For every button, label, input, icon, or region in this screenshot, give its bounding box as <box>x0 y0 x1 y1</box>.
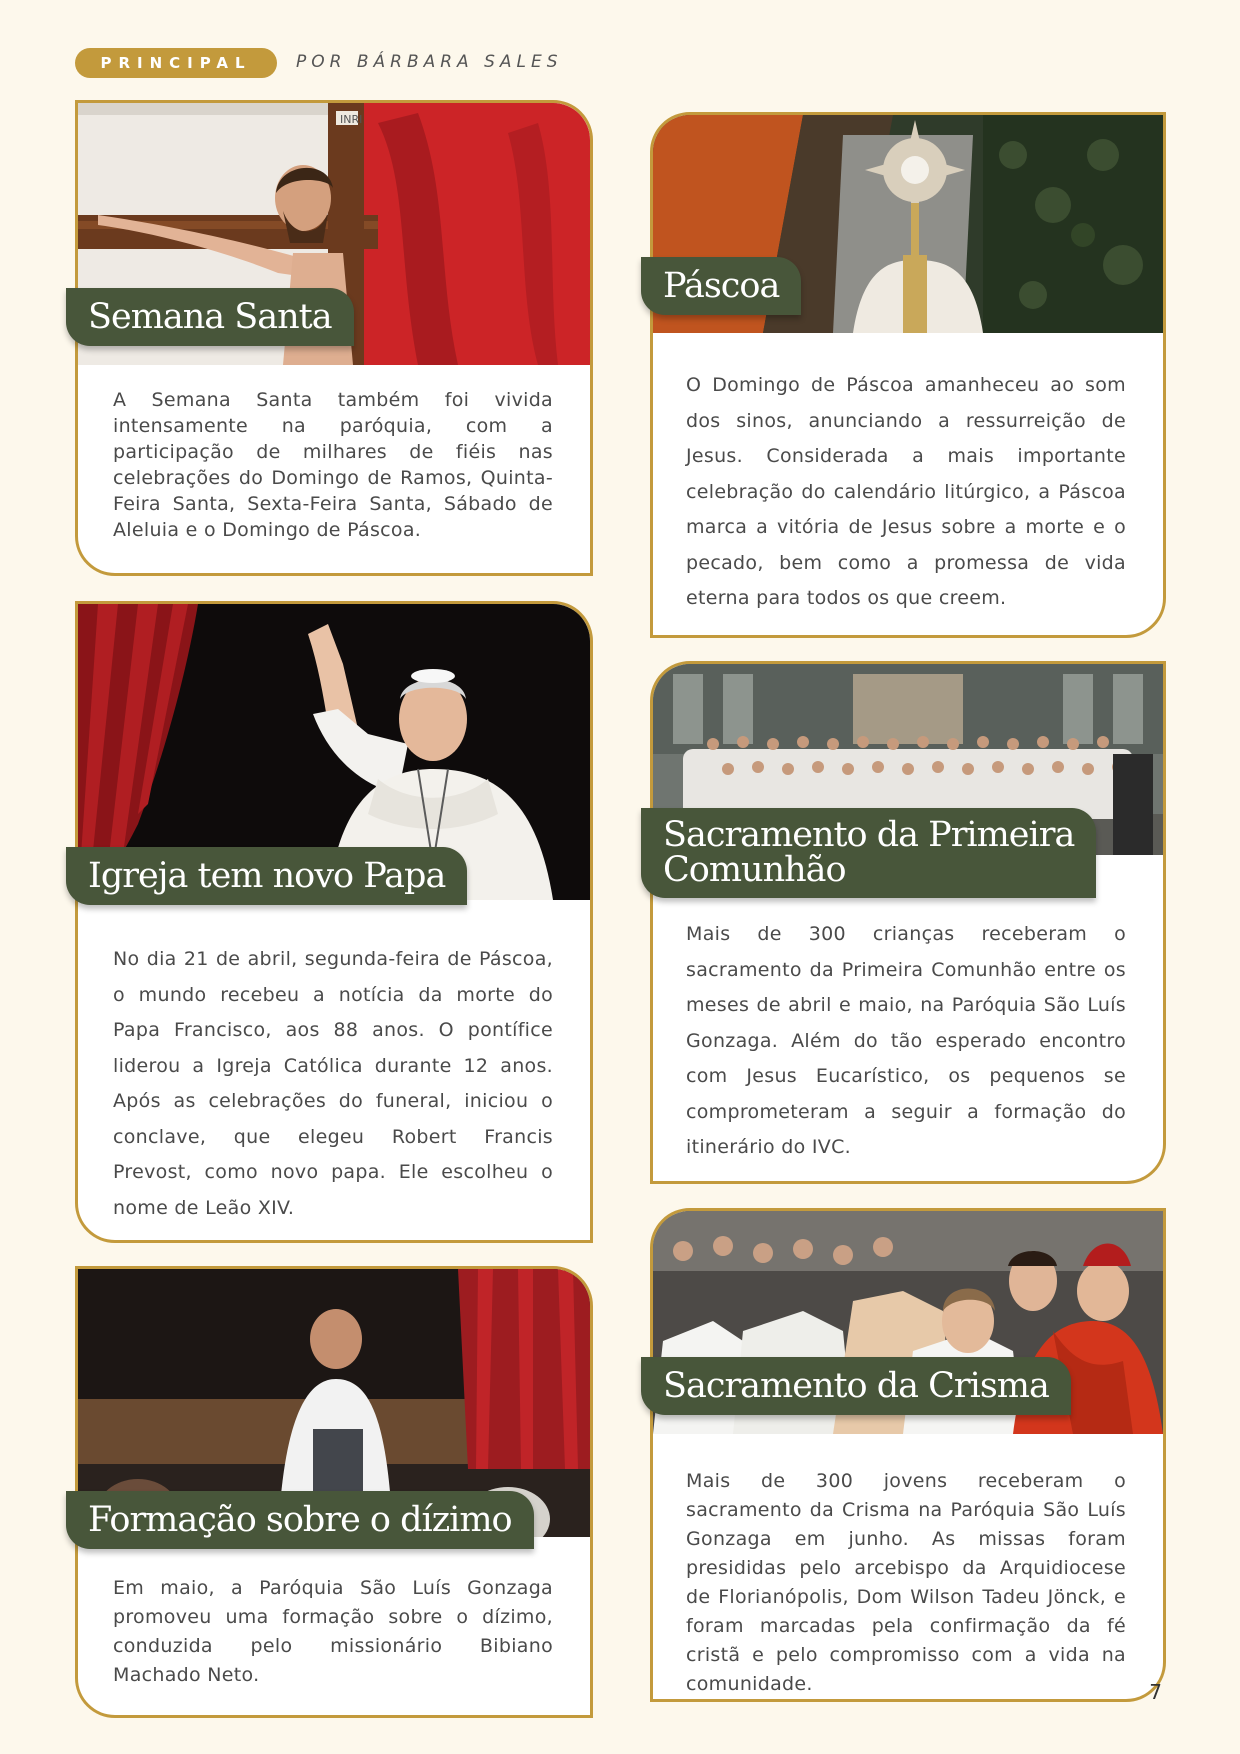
article-body: No dia 21 de abril, segunda-feira de Páscoa, o mundo recebeu a notícia da morte do Papa Francisco, aos 88 anos. O pontífice liderou a Igreja Católica durante 12 anos. Após as celebrações do funeral, iniciou o conclave, que elegeu Robert Francis Prevost, como novo papa. Ele escolheu o nome de Leão XIV. <box>113 948 553 1219</box>
inri-plaque: INRI <box>340 113 363 126</box>
article-body: O Domingo de Páscoa amanheceu ao som dos sinos, anunciando a ressurreição de Jesus. Considerada a mais importante celebração do calendário litúrgico, a Páscoa marca a vitória de Jesus sobre a morte e o pecado, bem como a promessa de vida eterna para todos os que creem. <box>686 374 1126 609</box>
article-body: Mais de 300 crianças receberam o sacramento da Primeira Comunhão entre os meses de abril e maio, na Paróquia São Luís Gonzaga. Além do tão esperado encontro com Jesus Eucarístico, os pequenos se comprometeram a seguir a formação do itinerário do IVC. <box>686 923 1126 1158</box>
article-body: Mais de 300 jovens receberam o sacramento da Crisma na Paróquia São Luís Gonzaga em junho. As missas foram presididas pelo arcebispo da Arquidiocese de Florianópolis, Dom Wilson Tadeu Jönck, e foram marcadas pela confirmação da fé cristã e pelo compromisso com a vida na comunidade. <box>686 1470 1126 1695</box>
section-tag: PRINCIPAL <box>75 48 277 78</box>
article-title: Formação sobre o dízimo <box>66 1491 534 1549</box>
article-body: Em maio, a Paróquia São Luís Gonzaga promoveu uma formação sobre o dízimo, conduzida pelo missionário Bibiano Machado Neto. <box>113 1577 553 1686</box>
article-title: Sacramento da Crisma <box>641 1357 1071 1415</box>
article-novo-papa <box>75 601 593 1243</box>
article-title: Páscoa <box>641 257 801 315</box>
byline: POR BÁRBARA SALES <box>296 52 563 72</box>
article-crisma <box>650 1208 1166 1702</box>
article-formacao-dizimo <box>75 1266 593 1718</box>
article-title <box>641 808 1096 898</box>
article-title-line2: Comunhão <box>663 850 846 890</box>
page-number: 7 <box>1149 1680 1162 1704</box>
article-semana-santa <box>75 100 593 576</box>
article-title-line1: Sacramento da Primeira <box>663 815 1075 855</box>
article-title: Igreja tem novo Papa <box>66 847 467 905</box>
article-body: A Semana Santa também foi vivida intensamente na paróquia, com a participação de milhares de fiéis nas celebrações do Domingo de Ramos, Quinta-Feira Santa, Sexta-Feira Santa, Sábado de Aleluia e o Domingo de Páscoa. <box>113 389 553 541</box>
article-pascoa <box>650 112 1166 638</box>
article-primeira-comunhao <box>650 661 1166 1184</box>
article-title: Semana Santa <box>66 288 354 346</box>
